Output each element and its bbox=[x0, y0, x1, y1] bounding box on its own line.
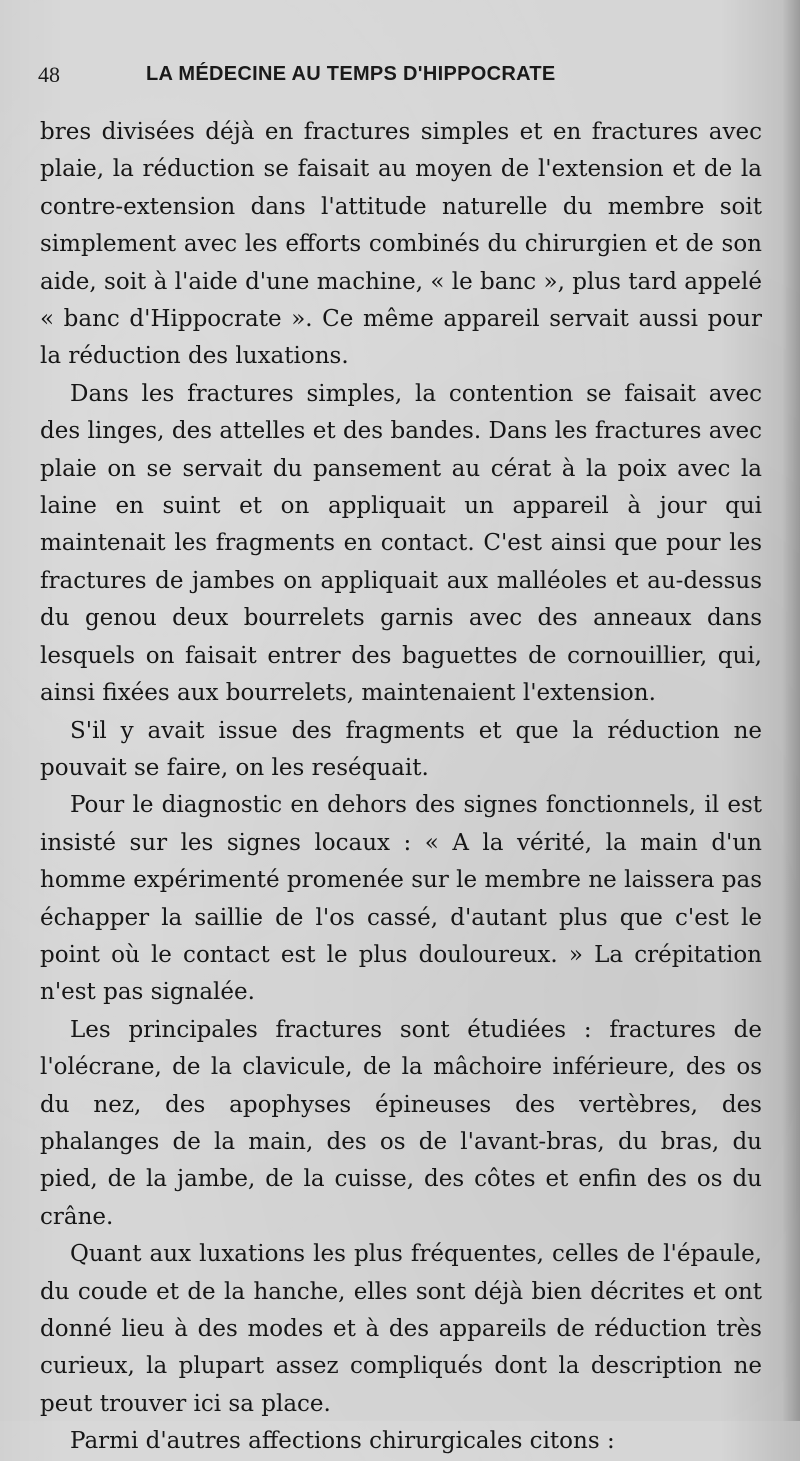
page-header bbox=[38, 62, 758, 92]
paragraph-2: Dans les fractures simples, la contention se faisait avec des linges, des attelles et des bandes. Dans les fractures avec plaie on se servait du pansement au cérat à la poix avec la laine en suint et on appliquait un appareil à jour qui maintenait les fragments en contact. C'est ainsi que pour les fractures de jambes on appliquait aux malléoles et au-dessus du genou deux bourrelets garnis avec des anneaux dans lesquels on faisait entrer des baguettes de cornouillier, qui, ainsi fixées aux bourrelets, maintenaient l'extension. bbox=[40, 380, 762, 707]
page-edge-shadow bbox=[782, 0, 800, 1421]
paragraph-5: Les principales fractures sont étudiées : fractures de l'olécrane, de la clavicule, de la mâchoire inférieure, des os du nez, des apophyses épineuses des vertèbres, des phalanges de la main, des os de l'avant-bras, du bras, du pied, de la jambe, de la cuisse, des côtes et enfin des os du crâne. bbox=[40, 1016, 762, 1230]
paragraph-7: Parmi d'autres affections chirurgicales citons : bbox=[70, 1428, 615, 1455]
page-number: 48 bbox=[38, 62, 60, 87]
paragraph-1: bres divisées déjà en fractures simples et en fractures avec plaie, la réduction se faisait au moyen de l'extension et de la contre-extension dans l'attitude naturelle du membre soit simplement avec les efforts combinés du chirurgien et de son aide, soit à l'aide d'une machine, « le banc », plus tard appelé « banc d'Hippocrate ». Ce même appareil servait aussi pour la réduction des luxations. bbox=[40, 119, 762, 370]
paragraph-3: S'il y avait issue des fragments et que la réduction ne pouvait se faire, on les reséquait. bbox=[40, 717, 762, 781]
paragraph-4: Pour le diagnostic en dehors des signes fonctionnels, il est insisté sur les signes locaux : « A la vérité, la main d'un homme expérimenté promenée sur le membre ne laissera pas échapper la saillie de l'os cassé, d'autant plus que c'est le point où le contact est le plus douloureux. » La crépitation n'est pas signalée. bbox=[40, 792, 762, 1006]
paragraph-6: Quant aux luxations les plus fréquentes, celles de l'épaule, du coude et de la hanche, elles sont déjà bien décrites et ont donné lieu à des modes et à des appareils de réduction très curieux, la plupart assez compliqués dont la description ne peut trouver ici sa place. bbox=[40, 1241, 762, 1417]
running-head: LA MÉDECINE AU TEMPS D'HIPPOCRATE bbox=[146, 63, 556, 85]
body-text bbox=[40, 114, 762, 1461]
